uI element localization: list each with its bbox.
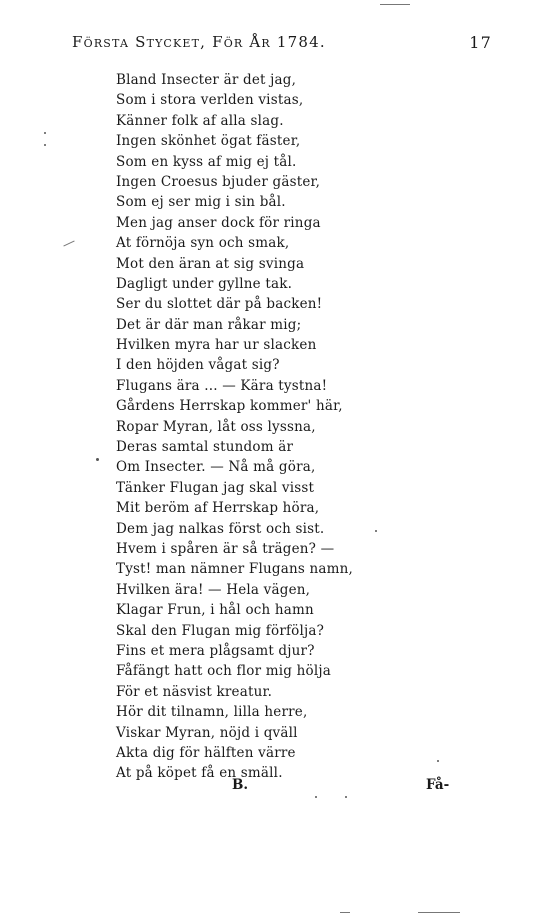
verse-line: At förnöja syn och smak, (116, 235, 290, 252)
paper-mark (340, 912, 350, 913)
verse-line: Det är där man råkar mig; (116, 316, 302, 333)
verse-line: Hör dit tilnamn, lilla herre, (116, 704, 308, 721)
verse-line: Dem jag nalkas först och sist. (116, 520, 325, 537)
verse-line: Som en kyss af mig ej tål. (116, 153, 297, 170)
verse-line: Akta dig för hälften värre (116, 744, 296, 761)
paper-mark (380, 4, 410, 5)
verse-line: I den höjden vågat sig? (116, 357, 280, 374)
print-speck (96, 458, 99, 461)
verse-line: Klagar Frun, i hål och hamn (116, 602, 314, 619)
verse-line: Känner folk af alla slag. (116, 112, 284, 129)
verse-line: Fåfängt hatt och flor mig hölja (116, 663, 331, 680)
print-speck (345, 796, 347, 798)
verse-line: Ropar Myran, låt oss lyssna, (116, 418, 316, 435)
verse-line: Mit beröm af Herrskap höra, (116, 500, 320, 517)
verse-line: Om Insecter. — Nå må göra, (116, 459, 316, 476)
catchword: Få- (426, 777, 450, 793)
verse-line: Fins et mera plågsamt djur? (116, 642, 315, 659)
paper-mark (63, 241, 74, 247)
verse-line: Dagligt under gyllne tak. (116, 275, 293, 292)
print-speck (44, 144, 46, 146)
print-speck (44, 132, 46, 134)
verse-line: Ingen skönhet ögat fäster, (116, 133, 301, 150)
verse-line: Som ej ser mig i sin bål. (116, 194, 286, 211)
verse-line: Som i stora verlden vistas, (116, 92, 304, 109)
signature-mark: B. (232, 777, 249, 793)
page-footer (0, 777, 552, 797)
verse-line: Flugans ära ... — Kära tystna! (116, 377, 328, 394)
verse-line: At på köpet få en smäll. (116, 765, 283, 782)
page-header (72, 33, 492, 55)
poem-body (116, 70, 416, 784)
verse-line: Ingen Croesus bjuder gäster, (116, 173, 321, 190)
running-head: Första Stycket, För År 1784. (72, 33, 326, 51)
print-speck (375, 530, 377, 532)
verse-line: Hvem i spåren är så trägen? — (116, 540, 335, 557)
verse-line: Tänker Flugan jag skal visst (116, 479, 315, 496)
verse-line: Skal den Flugan mig förfölja? (116, 622, 325, 639)
verse-line: Men jag anser dock för ringa (116, 214, 321, 231)
verse-line: Hvilken ära! — Hela vägen, (116, 581, 311, 598)
verse-line: Mot den äran at sig svinga (116, 255, 305, 272)
page-number: 17 (469, 33, 492, 52)
print-speck (315, 796, 317, 798)
print-speck (437, 760, 439, 762)
verse-line: Ser du slottet där på backen! (116, 296, 323, 313)
verse-line: Viskar Myran, nöjd i qväll (116, 724, 298, 741)
verse-line: Hvilken myra har ur slacken (116, 337, 317, 354)
paper-mark (418, 912, 460, 913)
verse-line: Bland Insecter är det jag, (116, 72, 297, 88)
verse-line: Tyst! man nämner Flugans namn, (116, 561, 354, 578)
verse-line: För et näsvist kreatur. (116, 683, 273, 700)
verse-line: Gårdens Herrskap kommer' här, (116, 398, 343, 415)
verse-line: Deras samtal stundom är (116, 439, 294, 456)
